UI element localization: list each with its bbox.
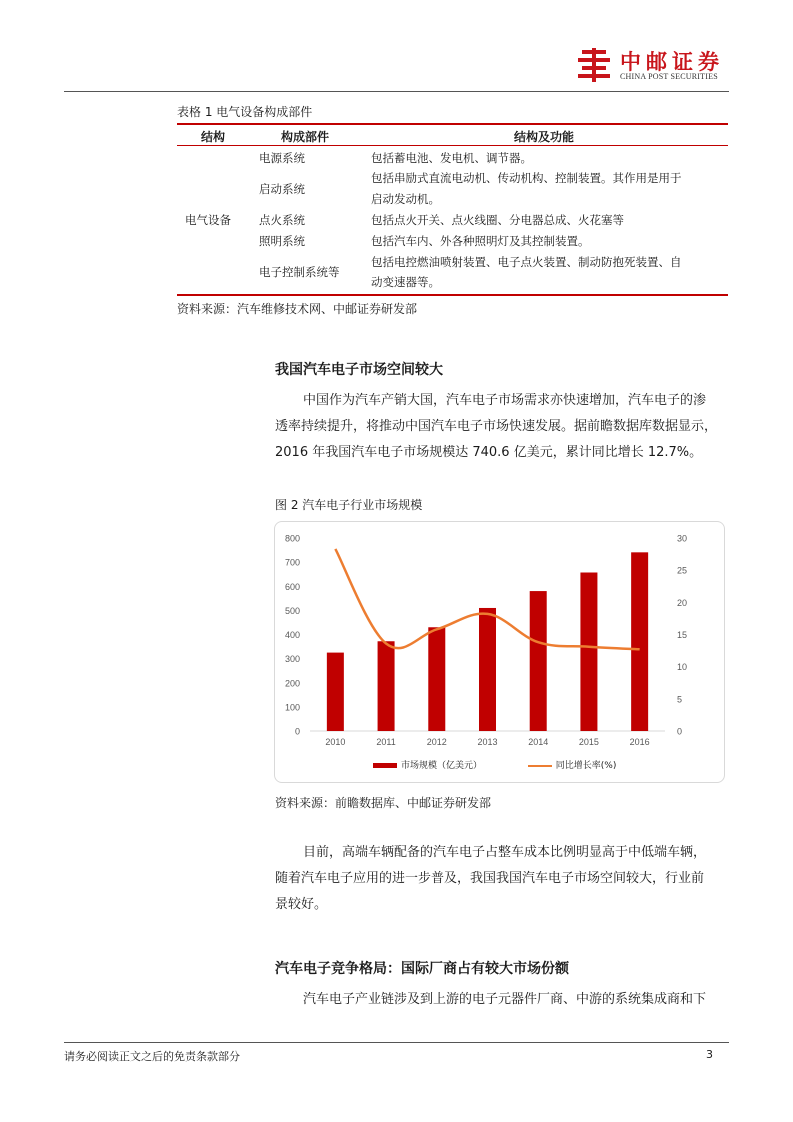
x-tick-label: 2014 <box>528 737 549 747</box>
table-cell-desc: 包括蓄电池、发电机、调节器。 <box>371 151 532 165</box>
legend-swatch-line <box>528 765 552 767</box>
market-size-chart <box>274 521 725 757</box>
table-source-note: 资料来源：汽车维修技术网、中邮证券研发部 <box>177 302 418 316</box>
table-header-structure: 结构 <box>201 130 226 144</box>
table-cell-desc: 包括汽车内、外各种照明灯及其控制装置。 <box>371 234 590 248</box>
table-group-label: 电气设备 <box>185 213 231 227</box>
y-right-tick-label: 0 <box>677 726 683 737</box>
table-cell-desc: 包括串励式直流电动机、传动机构、控制装置。其作用是用于 <box>371 171 682 185</box>
figure-source-note: 资料来源：前瞻数据库、中邮证券研发部 <box>275 796 492 810</box>
y-left-tick-label: 0 <box>294 726 300 737</box>
bar <box>378 641 395 731</box>
table-header-rule <box>177 145 728 146</box>
section-heading: 我国汽车电子市场空间较大 <box>275 362 443 378</box>
table-cell-part: 电源系统 <box>259 151 305 165</box>
bar <box>327 653 344 731</box>
china-post-logo-icon <box>578 48 610 82</box>
x-tick-label: 2011 <box>376 737 396 747</box>
legend-label-growth: 同比增长率(%) <box>555 761 617 771</box>
table-top-rule <box>177 123 728 125</box>
table-cell-desc: 动变速器等。 <box>371 275 440 289</box>
y-left-tick-label: 500 <box>284 605 300 616</box>
footer-divider <box>64 1042 729 1043</box>
paragraph-line: 景较好。 <box>275 897 328 912</box>
y-left-tick-label: 700 <box>284 557 300 568</box>
x-tick-label: 2012 <box>426 737 447 747</box>
footer-disclaimer: 请务必阅读正文之后的免责条款部分 <box>64 1050 240 1063</box>
x-tick-label: 2016 <box>629 737 650 747</box>
components-table <box>177 123 728 298</box>
table-cell-part: 启动系统 <box>259 182 305 196</box>
y-right-tick-label: 5 <box>677 694 683 705</box>
table-header-function: 结构及功能 <box>514 130 575 144</box>
paragraph-line: 透率持续提升，将推动中国汽车电子市场快速发展。据前瞻数据库数据显示， <box>275 419 718 434</box>
table-cell-desc: 包括点火开关、点火线圈、分电器总成、火花塞等 <box>371 213 624 227</box>
bar <box>631 552 648 731</box>
paragraph-line: 2016 年我国汽车电子市场规模达 740.6 亿美元，累计同比增长 12.7%。 <box>275 445 703 460</box>
legend-swatch-bar <box>373 763 397 768</box>
section-heading: 汽车电子竞争格局：国际厂商占有较大市场份额 <box>275 961 569 977</box>
paragraph-line: 随着汽车电子应用的进一步普及，我国我国汽车电子市场空间较大，行业前 <box>275 871 705 886</box>
logo-english-text: CHINA POST SECURITIES <box>620 72 718 81</box>
table-header-parts: 构成部件 <box>281 130 330 144</box>
logo-chinese-text: 中邮证券 <box>620 50 724 74</box>
y-left-tick-label: 300 <box>284 654 300 665</box>
chart-legend <box>373 758 616 771</box>
bar <box>479 608 496 731</box>
x-tick-label: 2015 <box>578 737 599 747</box>
bar <box>428 627 445 731</box>
y-left-tick-label: 600 <box>284 581 300 592</box>
y-left-tick-label: 200 <box>284 678 300 689</box>
table-bottom-rule <box>177 294 728 296</box>
header-divider <box>64 91 729 92</box>
page-number: 3 <box>706 1048 713 1061</box>
legend-label-market-size: 市场规模（亿美元） <box>401 761 483 771</box>
table-cell-desc: 包括电控燃油喷射装置、电子点火装置、制动防抱死装置、自 <box>371 255 682 269</box>
y-left-tick-label: 400 <box>284 630 300 640</box>
table-cell-part: 点火系统 <box>259 213 305 227</box>
x-tick-label: 2013 <box>477 737 498 747</box>
y-left-tick-label: 100 <box>284 702 300 713</box>
table-cell-part: 照明系统 <box>259 234 305 248</box>
table-cell-part: 电子控制系统等 <box>259 265 340 279</box>
y-right-tick-label: 10 <box>677 662 688 673</box>
bar <box>580 572 597 731</box>
table-caption: 表格 1 电气设备构成部件 <box>177 105 313 119</box>
table-cell-desc: 启动发动机。 <box>371 192 440 206</box>
x-tick-label: 2010 <box>325 737 346 747</box>
paragraph-line: 汽车电子产业链涉及到上游的电子元器件厂商、中游的系统集成商和下 <box>303 992 707 1007</box>
paragraph-line: 中国作为汽车产销大国，汽车电子市场需求亦快速增加，汽车电子的渗 <box>303 393 707 408</box>
y-right-tick-label: 30 <box>677 533 688 544</box>
y-left-tick-label: 800 <box>284 533 300 544</box>
y-right-tick-label: 25 <box>677 565 688 576</box>
figure-caption: 图 2 汽车电子行业市场规模 <box>275 498 423 512</box>
company-logo <box>578 44 728 88</box>
paragraph-line: 目前，高端车辆配备的汽车电子占整车成本比例明显高于中低端车辆， <box>303 845 707 860</box>
y-right-tick-label: 15 <box>677 630 688 640</box>
y-right-tick-label: 20 <box>677 597 688 608</box>
bar <box>530 591 547 731</box>
